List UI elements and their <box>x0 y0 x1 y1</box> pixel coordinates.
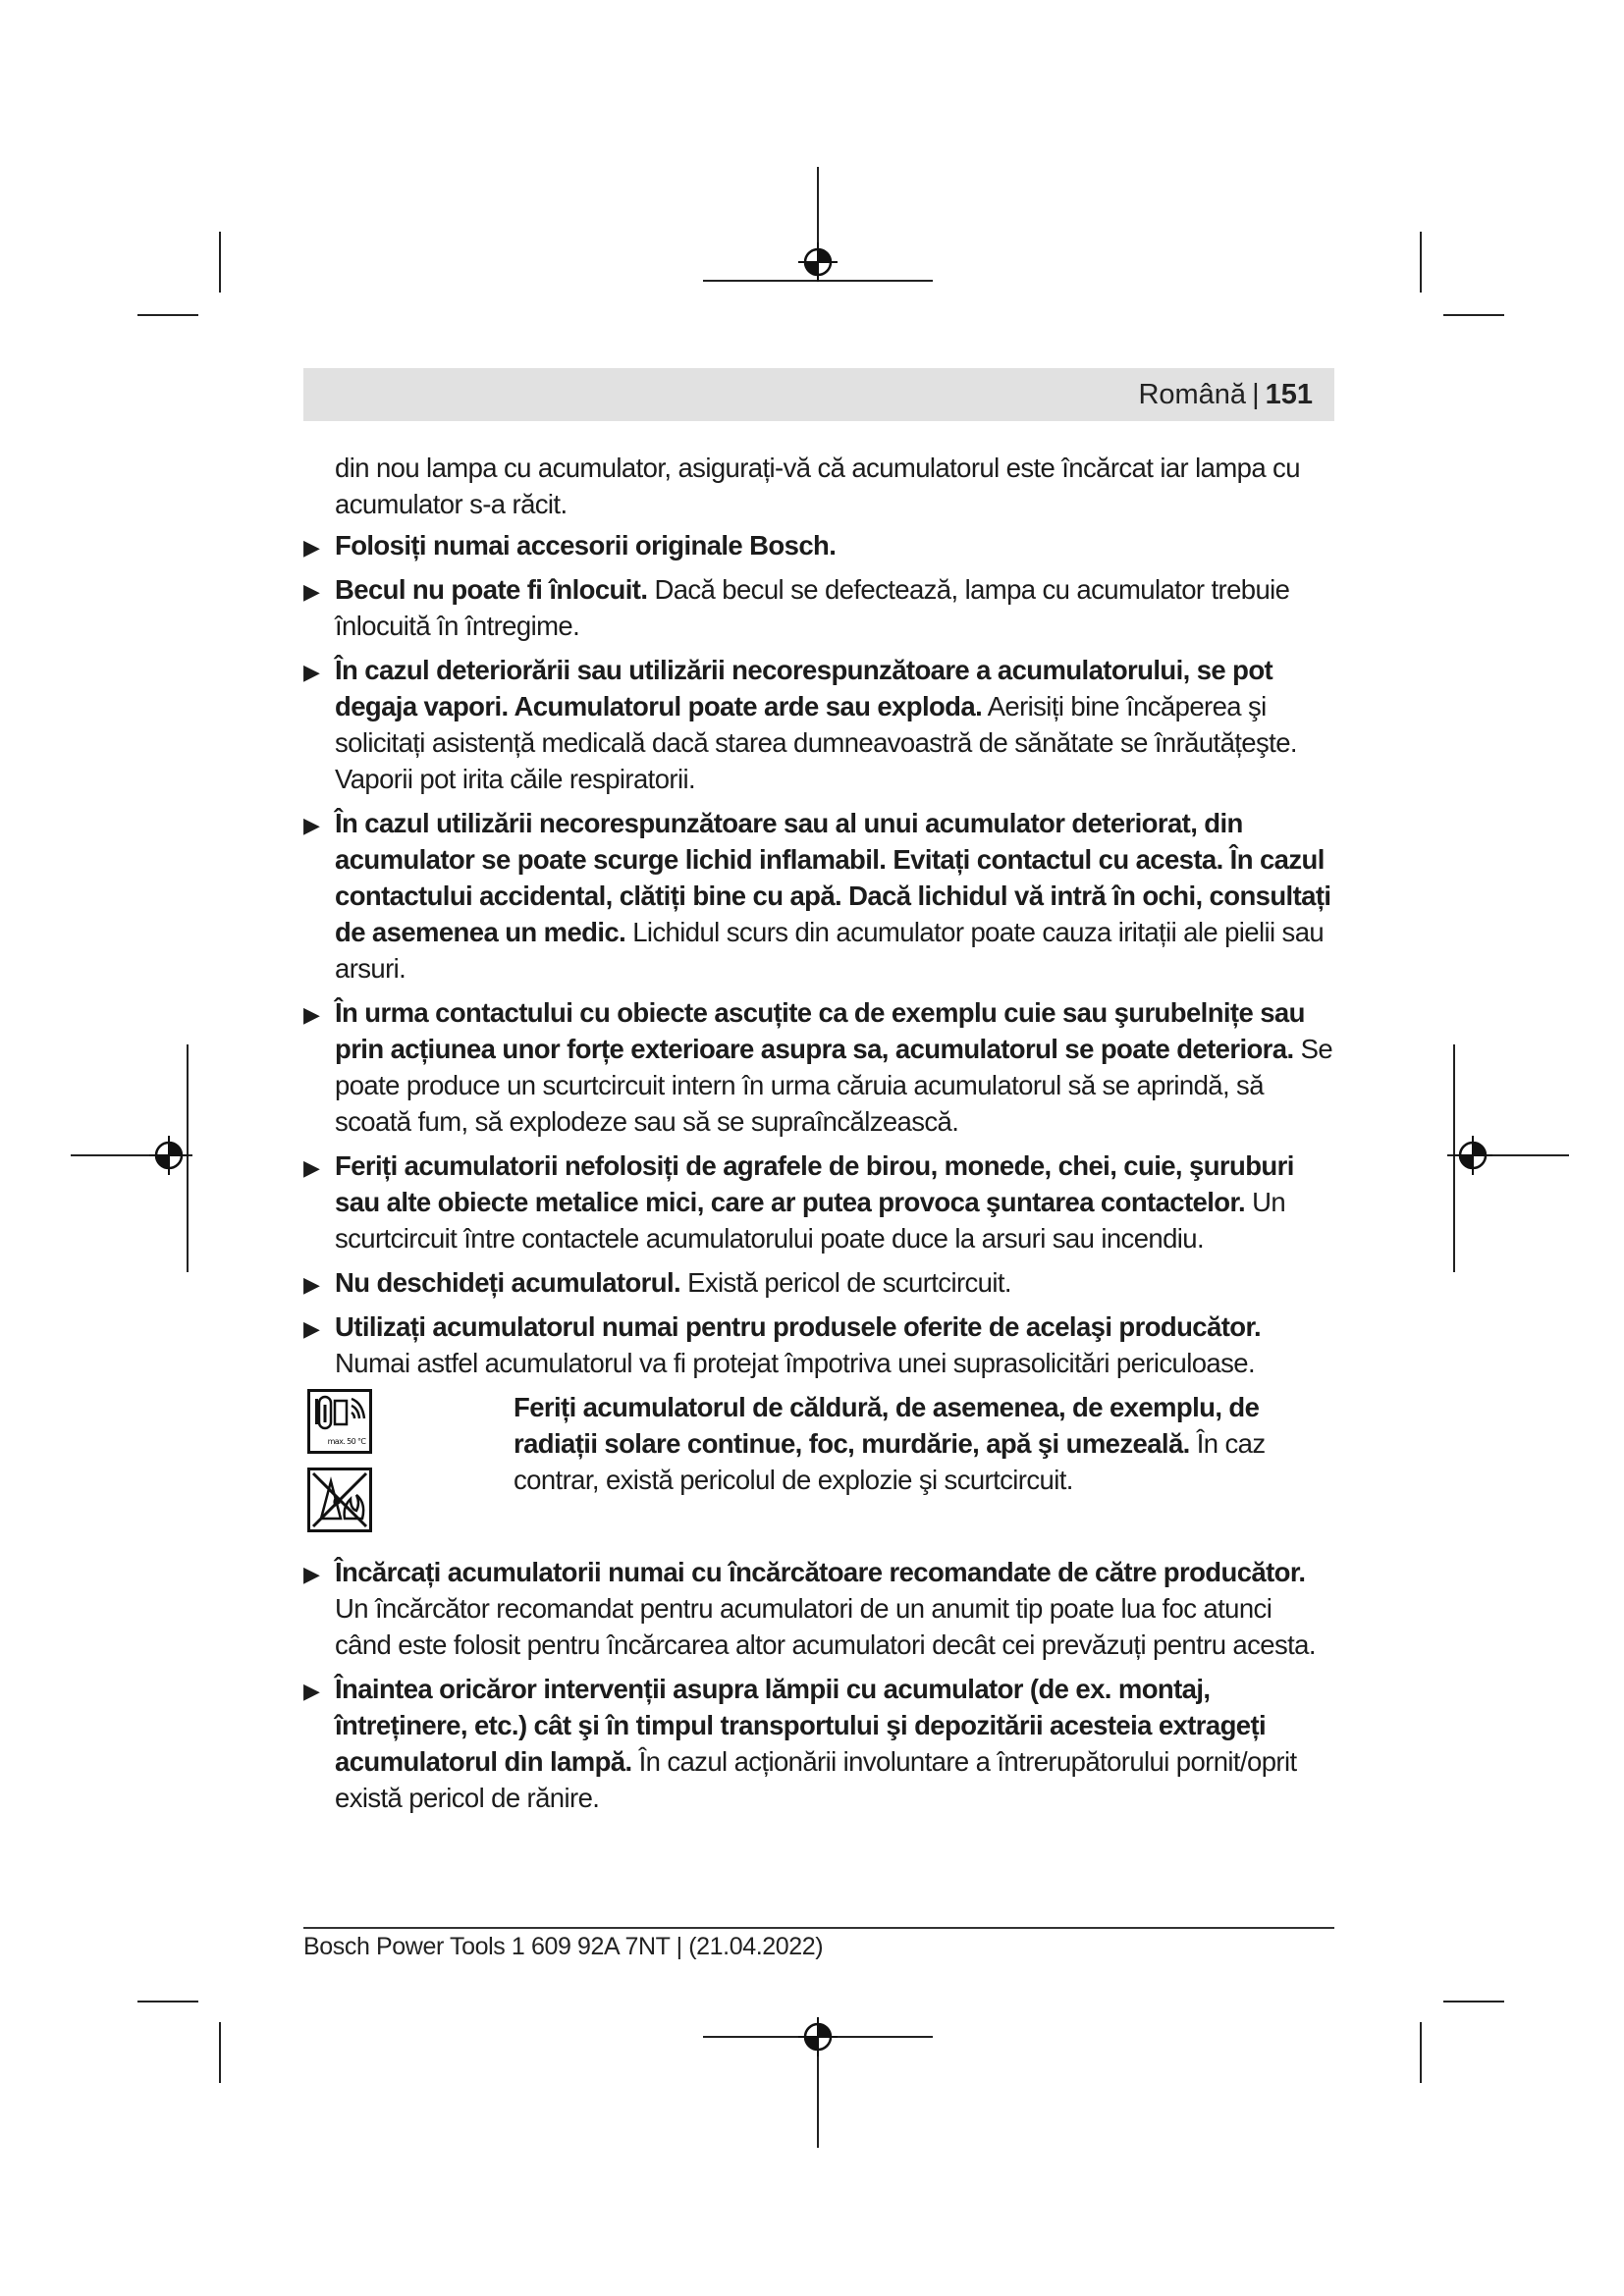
safety-list-item <box>303 1308 1334 1381</box>
item-normal-text: Se poate produce un scurtcircuit intern în urma căruia acumulatorul să se aprindă, să scoată fum, să explodeze sau să se supraîncălzească. <box>335 1034 1333 1137</box>
item-bold-text: În urma contactului cu obiecte ascuțite ca de exemplu cuie sau şurubelnițe sau prin acțiunea unor forțe exterioare asupra sa, acumulatorul se poate deteriora. <box>335 997 1305 1064</box>
bullet-arrow-icon: ▶ <box>303 579 320 604</box>
item-normal-text: Există pericol de scurtcircuit. <box>687 1267 1011 1298</box>
bullet-arrow-icon: ▶ <box>303 813 320 837</box>
item-bold-text: Nu deschideți acumulatorul. <box>335 1267 681 1298</box>
heat-warning-normal: În caz contrar, există pericolul de explozie şi scurtcircuit. <box>514 1428 1266 1495</box>
footer-divider <box>303 1927 1334 1929</box>
bullet-arrow-icon: ▶ <box>303 1155 320 1180</box>
safety-list-item <box>303 1148 1334 1256</box>
page-number: 151 <box>1265 379 1313 410</box>
safety-list-item <box>303 805 1334 987</box>
safety-list-after <box>303 1554 1334 1816</box>
item-normal-text: Dacă becul se defectează, lampa cu acumulator trebuie înlocuită în întregime. <box>335 574 1290 641</box>
heat-protection-icon <box>307 1389 372 1454</box>
heat-warning-bold: Feriți acumulatorul de căldură, de asemenea, de exemplu, de radiații solare continue, foc, murdărie, apă şi umezeală. <box>514 1392 1260 1459</box>
registration-target-icon <box>796 240 839 284</box>
item-bold-text: Înaintea oricăror intervenții asupra lămpii cu acumulator (de ex. montaj, întreținere, etc.) cât şi în timpul transportului şi depozitării acesteia extrageți acumulatorul din lampă. <box>335 1674 1267 1777</box>
page-footer: Bosch Power Tools 1 609 92A 7NT | (21.04.2022) <box>303 1933 824 1960</box>
no-water-fire-icon <box>307 1468 372 1532</box>
page-header <box>303 368 1334 421</box>
bullet-arrow-icon: ▶ <box>303 1272 320 1297</box>
item-bold-text: În cazul deteriorării sau utilizării necorespunzătoare a acumulatorului, se pot degaja vapori. Acumulatorul poate arde sau exploda. <box>335 655 1273 721</box>
heat-warning-text <box>514 1389 1338 1498</box>
safety-list-item <box>303 994 1334 1140</box>
bullet-arrow-icon: ▶ <box>303 535 320 560</box>
item-bold-text: Utilizați acumulatorul numai pentru produsele oferite de acelaşi producător. <box>335 1311 1262 1342</box>
temperature-limit-label: max. 50 °C <box>327 1437 366 1446</box>
page-header-label <box>1138 379 1313 411</box>
header-separator: | <box>1252 379 1260 410</box>
item-normal-text: Un scurtcircuit între contactele acumulatorului poate duce la arsuri sau incendiu. <box>335 1187 1286 1254</box>
bullet-arrow-icon: ▶ <box>303 1316 320 1341</box>
bullet-arrow-icon: ▶ <box>303 1002 320 1027</box>
safety-list-item <box>303 1554 1334 1663</box>
registration-target-icon <box>796 2015 839 2058</box>
safety-list-before <box>303 527 1334 1381</box>
bullet-arrow-icon: ▶ <box>303 660 320 684</box>
bullet-arrow-icon: ▶ <box>303 1679 320 1703</box>
item-normal-text: Aerisiți bine încăperea şi solicitați asistență medicală dacă starea dumneavoastră de sănătate se înrăutățeşte. Vaporii pot irita căile respiratorii. <box>335 691 1297 794</box>
item-normal-text: Un încărcător recomandat pentru acumulatori de un anumit tip poate lua foc atunci când este folosit pentru încărcarea altor acumulatori decât cei prevăzuți pentru acesta. <box>335 1593 1316 1660</box>
language-label: Română <box>1138 379 1247 410</box>
item-normal-text: În cazul acționării involuntare a întrerupătorului pornit/oprit există pericol de rănire. <box>335 1746 1297 1813</box>
intro-paragraph: din nou lampa cu acumulator, asigurați-vă că acumulatorul este încărcat iar lampa cu acumulator s-a răcit. <box>335 453 1300 519</box>
item-bold-text: Feriți acumulatorii nefolosiți de agrafele de birou, monede, chei, cuie, şuruburi sau alte obiecte metalice mici, care ar putea provoca şuntarea contactelor. <box>335 1150 1294 1217</box>
heat-warning-block <box>303 1389 1334 1542</box>
item-bold-text: Încărcați acumulatorii numai cu încărcătoare recomandate de către producător. <box>335 1557 1306 1587</box>
bullet-arrow-icon: ▶ <box>303 1562 320 1586</box>
item-normal-text: Numai astfel acumulatorul va fi protejat împotriva unei suprasolicitări periculoase. <box>335 1348 1255 1378</box>
safety-list-item <box>303 652 1334 797</box>
item-normal-text: Lichidul scurs din acumulator poate cauza iritații ale pielii sau arsuri. <box>335 917 1325 984</box>
registration-target-icon <box>1451 1134 1494 1177</box>
registration-target-icon <box>147 1134 190 1177</box>
safety-list-item <box>303 527 1334 563</box>
item-bold-text: Becul nu poate fi înlocuit. <box>335 574 648 605</box>
safety-list-item <box>303 1671 1334 1816</box>
item-bold-text: Folosiți numai accesorii originale Bosch. <box>335 530 837 561</box>
safety-list-item <box>303 571 1334 644</box>
safety-instructions <box>303 450 1334 1824</box>
safety-list-item <box>303 1264 1334 1301</box>
item-bold-text: În cazul utilizării necorespunzătoare sau al unui acumulator deteriorat, din acumulator se poate scurge lichid inflamabil. Evitați contactul cu acesta. În cazul contactului accidental, clătiți bine cu apă. Dacă lichidul vă intră în ochi, consultați de asemenea un medic. <box>335 808 1331 947</box>
